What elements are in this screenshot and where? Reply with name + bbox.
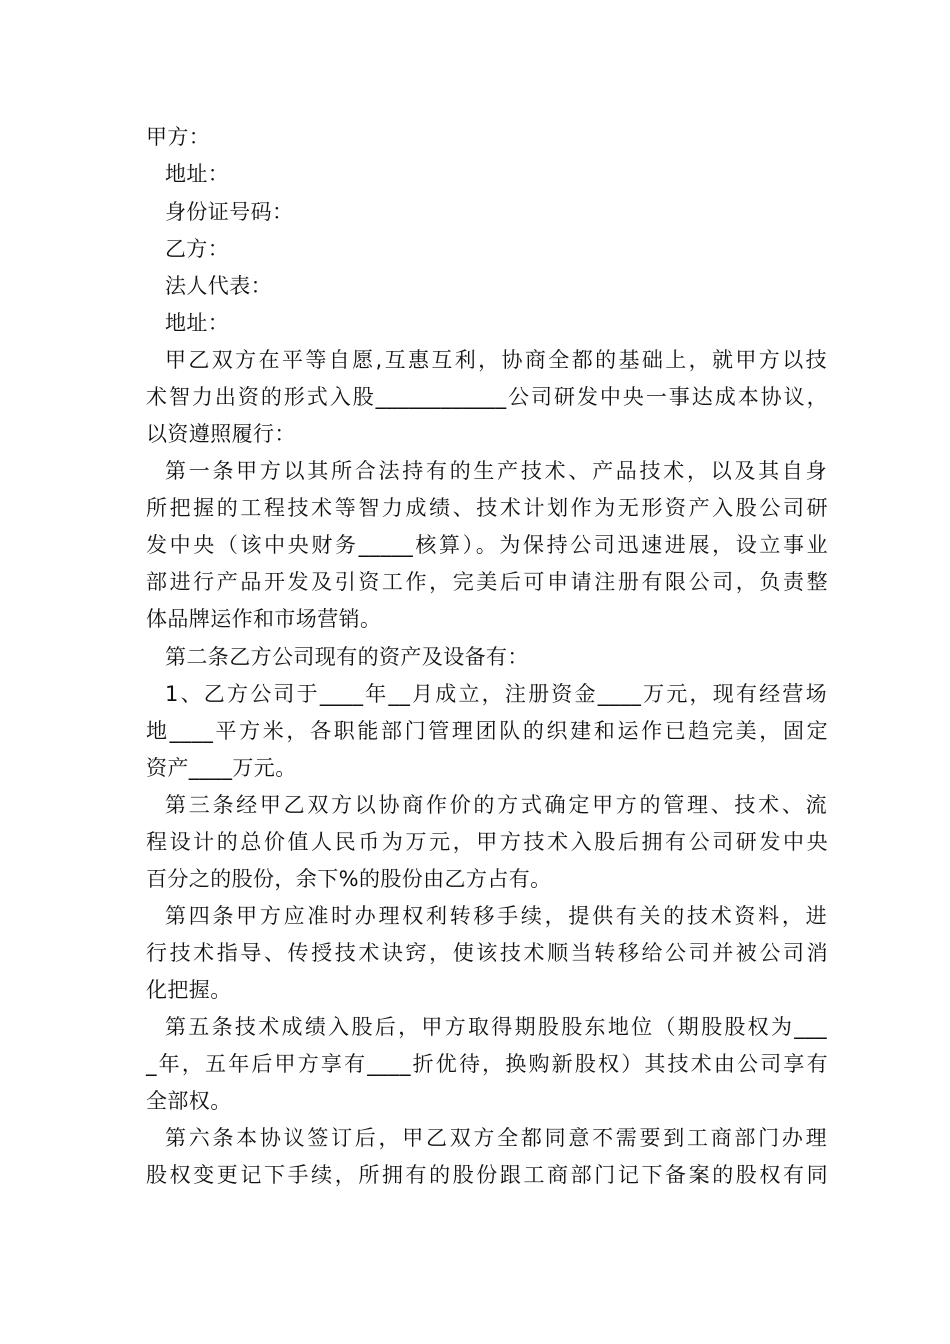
- article-6-line: 股权变更记下手续，所拥有的股份跟工商部门记下备案的股权有同: [146, 1163, 828, 1187]
- article-5-line: _年，五年后甲方享有____折优待，换购新股权）其技术由公司享有: [146, 1052, 828, 1076]
- article-4-line: 化把握。: [146, 978, 232, 1002]
- article-4-line: 第四条甲方应准时办理权利转移手续，提供有关的技术资料，进: [165, 904, 827, 928]
- party-b-address: 地址：: [165, 311, 230, 335]
- party-a-label: 甲方：: [146, 125, 211, 149]
- party-a-id-number: 身份证号码：: [165, 200, 294, 224]
- article-1-line: 部进行产品开发及引资工作，完美后可申请注册有限公司，负责整: [146, 570, 828, 594]
- article-5-line: 全部权。: [146, 1089, 232, 1113]
- party-b-legal-rep: 法人代表：: [165, 274, 272, 298]
- article-6-line: 第六条本协议签订后，甲乙双方全都同意不需要到工商部门办理: [165, 1126, 827, 1150]
- article-3-line: 程设计的总价值人民币为万元，甲方技术入股后拥有公司研发中央: [146, 830, 828, 854]
- article-1-line: 第一条甲方以其所合法持有的生产技术、产品技术，以及其自身: [165, 459, 827, 483]
- party-a-address: 地址：: [165, 162, 230, 186]
- article-2-line: 1、乙方公司于____年__月成立，注册资金____万元，现有经营场: [165, 682, 827, 706]
- preamble-line: 甲乙双方在平等自愿,互惠互利，协商全都的基础上，就甲方以技: [165, 348, 827, 372]
- party-b-label: 乙方：: [165, 237, 230, 261]
- article-1-line: 所把握的工程技术等智力成绩、技术计划作为无形资产入股公司研: [146, 496, 828, 520]
- preamble-line: 以资遵照履行：: [146, 422, 296, 446]
- preamble-line: 术智力出资的形式入股____________公司研发中央一事达成本协议，: [146, 385, 828, 409]
- article-3-line: 百分之的股份，余下%的股份由乙方占有。: [146, 867, 552, 891]
- article-1-line: 发中央（该中央财务_____核算）。为保持公司迅速进展，设立事业: [146, 533, 828, 557]
- article-3-line: 第三条经甲乙双方以协商作价的方式确定甲方的管理、技术、流: [165, 793, 827, 817]
- article-1-line: 体品牌运作和市场营销。: [146, 607, 382, 631]
- article-5-line: 第五条技术成绩入股后，甲方取得期股股东地位（期股股权为___: [165, 1015, 827, 1039]
- article-4-line: 行技术指导、传授技术诀窍，使该技术顺当转移给公司并被公司消: [146, 941, 828, 965]
- article-2-heading: 第二条乙方公司现有的资产及设备有：: [165, 645, 529, 669]
- article-2-line: 资产____万元。: [146, 756, 297, 780]
- article-2-line: 地____平方米，各职能部门管理团队的织建和运作已趋完美，固定: [146, 719, 828, 743]
